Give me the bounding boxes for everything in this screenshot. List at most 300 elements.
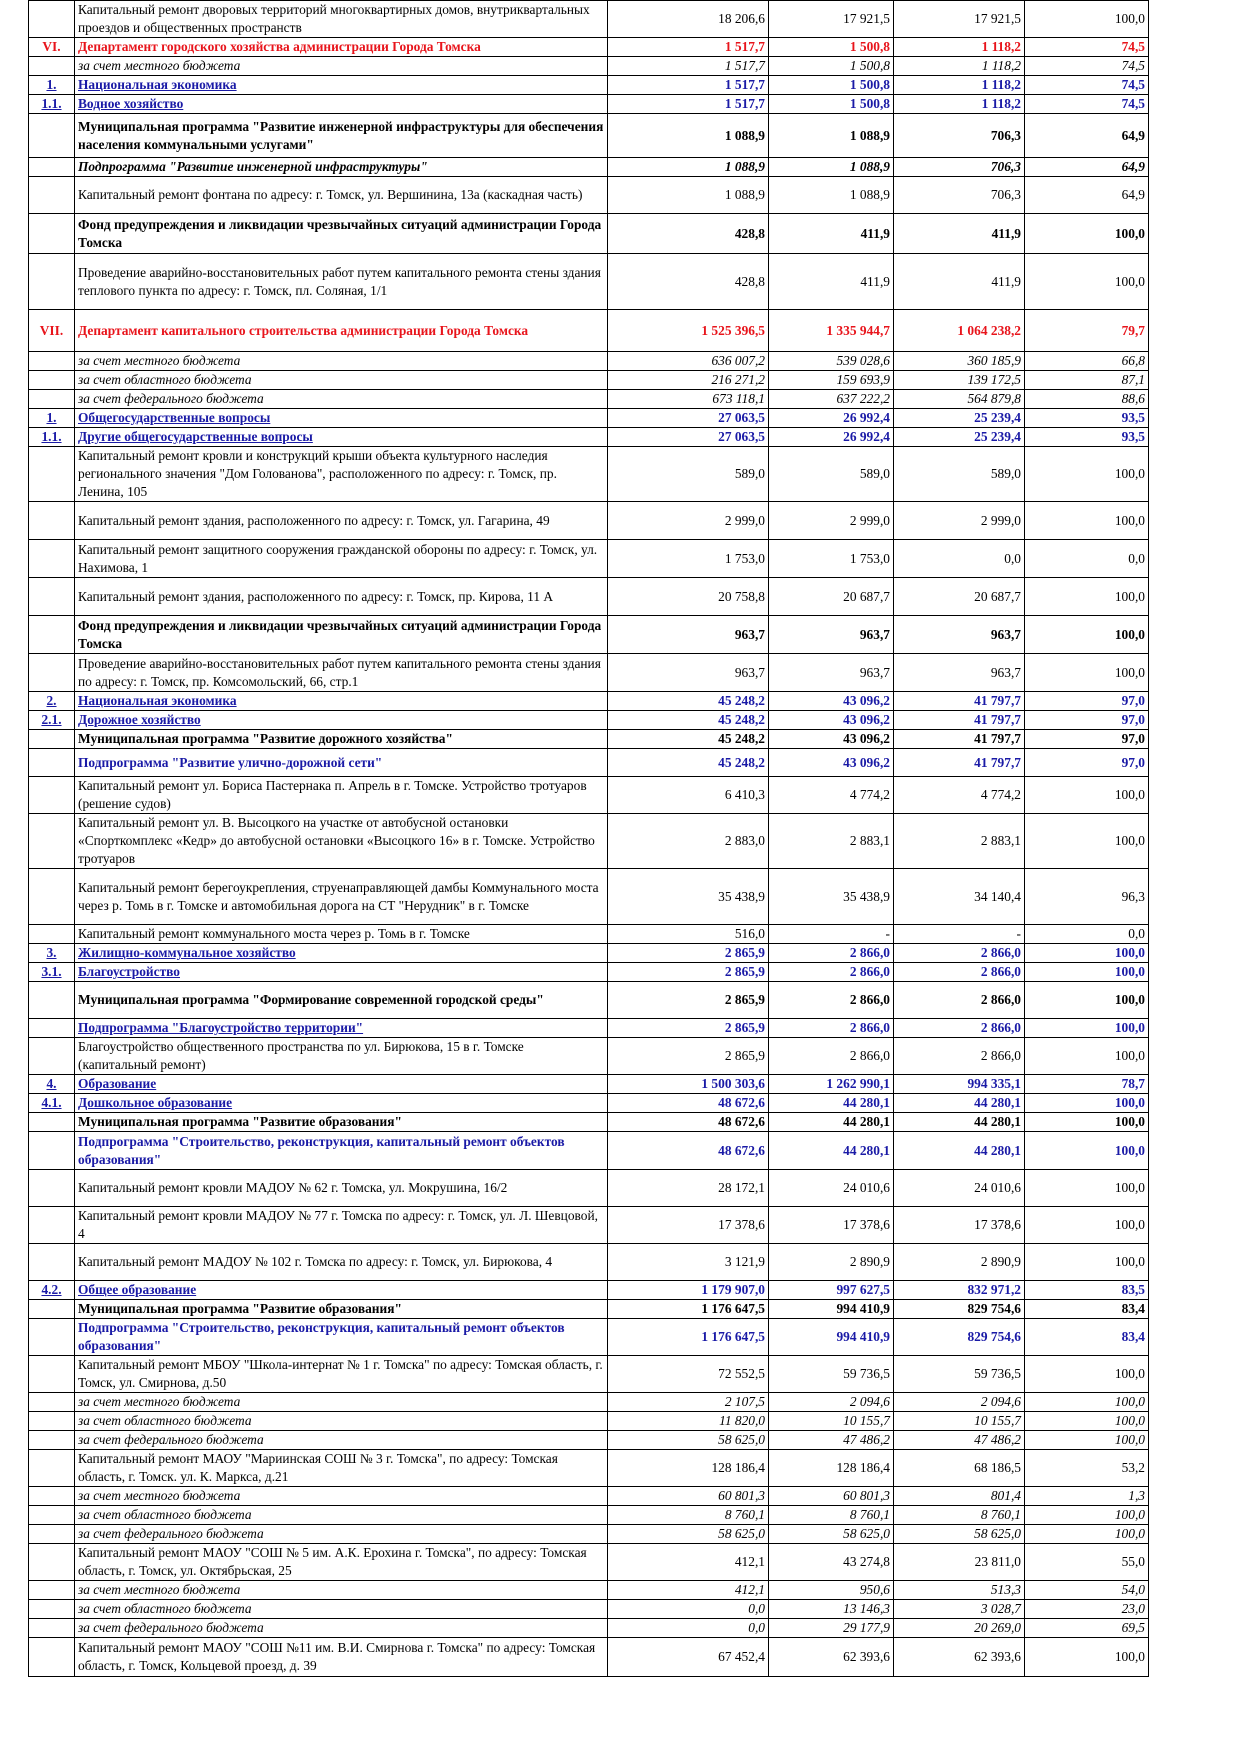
row-name: Другие общегосударственные вопросы — [75, 428, 608, 447]
value-percent: 93,5 — [1025, 409, 1149, 428]
value-planned: 3 121,9 — [608, 1244, 769, 1281]
value-planned: 1 176 647,5 — [608, 1319, 769, 1356]
value-percent: 100,0 — [1025, 1393, 1149, 1412]
value-executed: 829 754,6 — [894, 1300, 1025, 1319]
table-row — [29, 95, 1149, 114]
table-row — [29, 1487, 1149, 1506]
value-executed: 4 774,2 — [894, 777, 1025, 814]
row-name: Капитальный ремонт берегоукрепления, струенаправляющей дамбы Коммунального моста через р. Томь в г. Томске и автомобильная дорога на СТ "Нерудник" в г. Томске — [75, 869, 608, 925]
row-number — [29, 1019, 75, 1038]
table-row — [29, 1075, 1149, 1094]
value-refined: 589,0 — [769, 447, 894, 502]
value-planned: 48 672,6 — [608, 1132, 769, 1170]
value-executed: 2 890,9 — [894, 1244, 1025, 1281]
row-number — [29, 1581, 75, 1600]
value-percent: 83,5 — [1025, 1281, 1149, 1300]
value-percent: 100,0 — [1025, 1113, 1149, 1132]
value-planned: 636 007,2 — [608, 352, 769, 371]
value-percent: 83,4 — [1025, 1300, 1149, 1319]
value-executed: 2 094,6 — [894, 1393, 1025, 1412]
table-row — [29, 1038, 1149, 1075]
value-refined: 1 088,9 — [769, 158, 894, 177]
row-name: Капитальный ремонт кровли МАДОУ № 77 г. Томска по адресу: г. Томск, ул. Л. Шевцовой, 4 — [75, 1207, 608, 1244]
value-percent: 97,0 — [1025, 730, 1149, 749]
value-executed: 706,3 — [894, 177, 1025, 214]
row-number — [29, 1170, 75, 1207]
value-executed: 513,3 — [894, 1581, 1025, 1600]
table-row — [29, 654, 1149, 692]
value-percent: 100,0 — [1025, 814, 1149, 869]
row-name: за счет местного бюджета — [75, 57, 608, 76]
table-row — [29, 38, 1149, 57]
row-name: Капитальный ремонт МАДОУ № 102 г. Томска по адресу: г. Томск, ул. Бирюкова, 4 — [75, 1244, 608, 1281]
value-percent: 100,0 — [1025, 1431, 1149, 1450]
table-row — [29, 57, 1149, 76]
value-planned: 2 883,0 — [608, 814, 769, 869]
row-number: VI. — [29, 38, 75, 57]
value-percent: 53,2 — [1025, 1450, 1149, 1487]
value-percent: 100,0 — [1025, 1132, 1149, 1170]
value-planned: 412,1 — [608, 1581, 769, 1600]
value-percent: 96,3 — [1025, 869, 1149, 925]
value-executed: 411,9 — [894, 214, 1025, 254]
value-refined: 128 186,4 — [769, 1450, 894, 1487]
value-refined: 1 262 990,1 — [769, 1075, 894, 1094]
value-executed: 2 866,0 — [894, 1038, 1025, 1075]
value-planned: 1 525 396,5 — [608, 310, 769, 352]
table-row — [29, 214, 1149, 254]
value-percent: 100,0 — [1025, 1019, 1149, 1038]
row-number — [29, 1300, 75, 1319]
table-row — [29, 1281, 1149, 1300]
table-row — [29, 114, 1149, 158]
table-row — [29, 158, 1149, 177]
value-refined: 24 010,6 — [769, 1170, 894, 1207]
value-percent: 69,5 — [1025, 1619, 1149, 1638]
value-percent: 88,6 — [1025, 390, 1149, 409]
value-executed: 8 760,1 — [894, 1506, 1025, 1525]
value-executed: 3 028,7 — [894, 1600, 1025, 1619]
value-executed: 706,3 — [894, 158, 1025, 177]
row-name: за счет местного бюджета — [75, 1393, 608, 1412]
value-refined: 43 096,2 — [769, 711, 894, 730]
table-row — [29, 730, 1149, 749]
table-row — [29, 540, 1149, 578]
row-number — [29, 1038, 75, 1075]
value-percent: 100,0 — [1025, 654, 1149, 692]
value-planned: 60 801,3 — [608, 1487, 769, 1506]
row-name: Муниципальная программа "Развитие образования" — [75, 1113, 608, 1132]
row-number — [29, 654, 75, 692]
row-number — [29, 254, 75, 310]
value-executed: 44 280,1 — [894, 1113, 1025, 1132]
table-row — [29, 177, 1149, 214]
value-percent: 0,0 — [1025, 540, 1149, 578]
value-executed: 801,4 — [894, 1487, 1025, 1506]
table-row — [29, 578, 1149, 616]
budget-table — [28, 0, 1149, 1677]
value-executed: 994 335,1 — [894, 1075, 1025, 1094]
value-planned: 1 517,7 — [608, 76, 769, 95]
value-refined: 43 274,8 — [769, 1544, 894, 1581]
value-percent: 23,0 — [1025, 1600, 1149, 1619]
row-name: Капитальный ремонт коммунального моста через р. Томь в г. Томске — [75, 925, 608, 944]
table-row — [29, 963, 1149, 982]
value-planned: 1 517,7 — [608, 57, 769, 76]
row-number — [29, 749, 75, 777]
row-number — [29, 1506, 75, 1525]
value-executed: 829 754,6 — [894, 1319, 1025, 1356]
value-refined: 17 921,5 — [769, 1, 894, 38]
value-refined: 411,9 — [769, 254, 894, 310]
row-name: Капитальный ремонт дворовых территорий многоквартирных домов, внутриквартальных проездов и общественных пространств — [75, 1, 608, 38]
value-planned: 2 865,9 — [608, 1019, 769, 1038]
row-number: 2.1. — [29, 711, 75, 730]
table-row — [29, 352, 1149, 371]
row-name: за счет местного бюджета — [75, 1487, 608, 1506]
table-row — [29, 76, 1149, 95]
row-number — [29, 1113, 75, 1132]
value-percent: 100,0 — [1025, 1356, 1149, 1393]
table-row — [29, 1170, 1149, 1207]
table-row — [29, 1393, 1149, 1412]
value-refined: 2 094,6 — [769, 1393, 894, 1412]
value-percent: 100,0 — [1025, 982, 1149, 1019]
row-number — [29, 158, 75, 177]
value-executed: 411,9 — [894, 254, 1025, 310]
row-name: Капитальный ремонт защитного сооружения гражданской обороны по адресу: г. Томск, ул. Нахимова, 1 — [75, 540, 608, 578]
row-name: Департамент капитального строительства администрации Города Томска — [75, 310, 608, 352]
row-number: 3. — [29, 944, 75, 963]
value-percent: 100,0 — [1025, 777, 1149, 814]
row-number: 1. — [29, 76, 75, 95]
value-executed: 23 811,0 — [894, 1544, 1025, 1581]
value-executed: 963,7 — [894, 654, 1025, 692]
value-planned: 6 410,3 — [608, 777, 769, 814]
row-number: 4. — [29, 1075, 75, 1094]
value-executed: 20 269,0 — [894, 1619, 1025, 1638]
value-executed: 1 064 238,2 — [894, 310, 1025, 352]
value-percent: 100,0 — [1025, 1, 1149, 38]
row-name: Муниципальная программа "Развитие инженерной инфраструктуры для обеспечения населения коммунальными услугами" — [75, 114, 608, 158]
value-percent: 100,0 — [1025, 963, 1149, 982]
value-percent: 100,0 — [1025, 1094, 1149, 1113]
value-executed: 0,0 — [894, 540, 1025, 578]
row-name: за счет местного бюджета — [75, 1581, 608, 1600]
value-refined: 44 280,1 — [769, 1132, 894, 1170]
value-percent: 87,1 — [1025, 371, 1149, 390]
row-name: за счет областного бюджета — [75, 371, 608, 390]
value-planned: 1 517,7 — [608, 38, 769, 57]
value-planned: 27 063,5 — [608, 428, 769, 447]
row-name: Департамент городского хозяйства администрации Города Томска — [75, 38, 608, 57]
value-refined: 43 096,2 — [769, 749, 894, 777]
value-refined: 47 486,2 — [769, 1431, 894, 1450]
value-refined: 10 155,7 — [769, 1412, 894, 1431]
value-refined: 994 410,9 — [769, 1319, 894, 1356]
row-name: Национальная экономика — [75, 692, 608, 711]
row-number — [29, 777, 75, 814]
value-percent: 97,0 — [1025, 749, 1149, 777]
table-row — [29, 1, 1149, 38]
value-refined: 2 866,0 — [769, 963, 894, 982]
value-planned: 67 452,4 — [608, 1638, 769, 1677]
value-percent: 83,4 — [1025, 1319, 1149, 1356]
value-executed: - — [894, 925, 1025, 944]
value-refined: 1 500,8 — [769, 57, 894, 76]
table-row — [29, 925, 1149, 944]
row-name: Муниципальная программа "Развитие образования" — [75, 1300, 608, 1319]
value-percent: 100,0 — [1025, 1038, 1149, 1075]
row-number — [29, 447, 75, 502]
table-row — [29, 692, 1149, 711]
value-percent: 100,0 — [1025, 1207, 1149, 1244]
value-percent: 93,5 — [1025, 428, 1149, 447]
value-refined: 2 866,0 — [769, 944, 894, 963]
value-planned: 58 625,0 — [608, 1525, 769, 1544]
row-name: Проведение аварийно-восстановительных работ путем капитального ремонта стены здания теплового пункта по адресу: г. Томск, пл. Соляная, 1/1 — [75, 254, 608, 310]
value-executed: 59 736,5 — [894, 1356, 1025, 1393]
table-row — [29, 428, 1149, 447]
row-name: Подпрограмма "Развитие улично-дорожной сети" — [75, 749, 608, 777]
row-name: Муниципальная программа "Развитие дорожного хозяйства" — [75, 730, 608, 749]
row-number: 4.1. — [29, 1094, 75, 1113]
value-planned: 1 517,7 — [608, 95, 769, 114]
table-row — [29, 749, 1149, 777]
value-planned: 28 172,1 — [608, 1170, 769, 1207]
row-name: Общегосударственные вопросы — [75, 409, 608, 428]
value-refined: 950,6 — [769, 1581, 894, 1600]
table-row — [29, 1638, 1149, 1677]
table-row — [29, 310, 1149, 352]
value-planned: 2 865,9 — [608, 982, 769, 1019]
row-number — [29, 1412, 75, 1431]
row-number — [29, 177, 75, 214]
table-row — [29, 616, 1149, 654]
value-percent: 100,0 — [1025, 578, 1149, 616]
row-name: Подпрограмма "Строительство, реконструкция, капитальный ремонт объектов образования" — [75, 1319, 608, 1356]
table-row — [29, 1113, 1149, 1132]
value-executed: 2 883,1 — [894, 814, 1025, 869]
value-refined: 20 687,7 — [769, 578, 894, 616]
value-executed: 20 687,7 — [894, 578, 1025, 616]
value-refined: 13 146,3 — [769, 1600, 894, 1619]
table-row — [29, 777, 1149, 814]
value-refined: 26 992,4 — [769, 409, 894, 428]
value-percent: 100,0 — [1025, 1525, 1149, 1544]
value-planned: 27 063,5 — [608, 409, 769, 428]
value-percent: 78,7 — [1025, 1075, 1149, 1094]
value-refined: 58 625,0 — [769, 1525, 894, 1544]
table-row — [29, 1244, 1149, 1281]
value-planned: 48 672,6 — [608, 1113, 769, 1132]
value-executed: 832 971,2 — [894, 1281, 1025, 1300]
value-percent: 64,9 — [1025, 158, 1149, 177]
value-refined: 29 177,9 — [769, 1619, 894, 1638]
value-percent: 97,0 — [1025, 692, 1149, 711]
value-percent: 66,8 — [1025, 352, 1149, 371]
row-number — [29, 57, 75, 76]
row-number — [29, 390, 75, 409]
value-executed: 2 866,0 — [894, 944, 1025, 963]
row-name: Капитальный ремонт здания, расположенного по адресу: г. Томск, ул. Гагарина, 49 — [75, 502, 608, 540]
value-refined: 1 500,8 — [769, 38, 894, 57]
value-refined: 2 883,1 — [769, 814, 894, 869]
value-percent: 74,5 — [1025, 76, 1149, 95]
table-row — [29, 371, 1149, 390]
row-name: Капитальный ремонт кровли МАДОУ № 62 г. Томска, ул. Мокрушина, 16/2 — [75, 1170, 608, 1207]
row-number — [29, 502, 75, 540]
value-executed: 44 280,1 — [894, 1094, 1025, 1113]
value-percent: 100,0 — [1025, 944, 1149, 963]
row-number — [29, 1319, 75, 1356]
value-refined: 411,9 — [769, 214, 894, 254]
value-executed: 10 155,7 — [894, 1412, 1025, 1431]
value-executed: 1 118,2 — [894, 76, 1025, 95]
value-executed: 17 921,5 — [894, 1, 1025, 38]
value-planned: 45 248,2 — [608, 711, 769, 730]
row-number — [29, 1244, 75, 1281]
row-number: 2. — [29, 692, 75, 711]
row-number: 1.1. — [29, 95, 75, 114]
value-executed: 41 797,7 — [894, 692, 1025, 711]
row-name: за счет федерального бюджета — [75, 1525, 608, 1544]
row-number — [29, 1450, 75, 1487]
value-percent: 64,9 — [1025, 177, 1149, 214]
row-number — [29, 1525, 75, 1544]
value-refined: 1 335 944,7 — [769, 310, 894, 352]
row-name: Жилищно-коммунальное хозяйство — [75, 944, 608, 963]
row-name: за счет местного бюджета — [75, 352, 608, 371]
value-executed: 360 185,9 — [894, 352, 1025, 371]
value-percent: 1,3 — [1025, 1487, 1149, 1506]
table-row — [29, 1132, 1149, 1170]
table-row — [29, 447, 1149, 502]
value-planned: 589,0 — [608, 447, 769, 502]
row-name: Капитальный ремонт здания, расположенного по адресу: г. Томск, пр. Кирова, 11 А — [75, 578, 608, 616]
table-row — [29, 1544, 1149, 1581]
row-number — [29, 1638, 75, 1677]
table-row — [29, 944, 1149, 963]
value-executed: 2 866,0 — [894, 963, 1025, 982]
row-number: VII. — [29, 310, 75, 352]
table-row — [29, 814, 1149, 869]
row-name: Дорожное хозяйство — [75, 711, 608, 730]
value-planned: 45 248,2 — [608, 692, 769, 711]
row-name: Капитальный ремонт МАОУ "Мариинская СОШ № 3 г. Томска", по адресу: Томская область, г. Томск. ул. К. Маркса, д.21 — [75, 1450, 608, 1487]
value-planned: 128 186,4 — [608, 1450, 769, 1487]
value-percent: 100,0 — [1025, 1412, 1149, 1431]
value-refined: 44 280,1 — [769, 1113, 894, 1132]
value-refined: 43 096,2 — [769, 730, 894, 749]
row-number — [29, 578, 75, 616]
value-executed: 1 118,2 — [894, 57, 1025, 76]
value-planned: 45 248,2 — [608, 730, 769, 749]
value-executed: 44 280,1 — [894, 1132, 1025, 1170]
value-planned: 1 753,0 — [608, 540, 769, 578]
row-name: за счет областного бюджета — [75, 1506, 608, 1525]
value-executed: 62 393,6 — [894, 1638, 1025, 1677]
value-refined: 60 801,3 — [769, 1487, 894, 1506]
value-percent: 64,9 — [1025, 114, 1149, 158]
row-name: Образование — [75, 1075, 608, 1094]
value-planned: 0,0 — [608, 1600, 769, 1619]
value-planned: 1 179 907,0 — [608, 1281, 769, 1300]
value-executed: 25 239,4 — [894, 428, 1025, 447]
table-row — [29, 869, 1149, 925]
value-percent: 100,0 — [1025, 447, 1149, 502]
row-number — [29, 1487, 75, 1506]
value-refined: 1 500,8 — [769, 76, 894, 95]
row-number — [29, 540, 75, 578]
value-refined: 1 088,9 — [769, 114, 894, 158]
value-planned: 516,0 — [608, 925, 769, 944]
value-planned: 963,7 — [608, 616, 769, 654]
value-refined: 2 890,9 — [769, 1244, 894, 1281]
value-refined: 17 378,6 — [769, 1207, 894, 1244]
value-planned: 58 625,0 — [608, 1431, 769, 1450]
value-percent: 100,0 — [1025, 254, 1149, 310]
value-refined: 43 096,2 — [769, 692, 894, 711]
table-row — [29, 1412, 1149, 1431]
value-planned: 412,1 — [608, 1544, 769, 1581]
value-executed: 47 486,2 — [894, 1431, 1025, 1450]
row-number: 3.1. — [29, 963, 75, 982]
row-name: за счет федерального бюджета — [75, 1431, 608, 1450]
value-executed: 2 866,0 — [894, 982, 1025, 1019]
row-number — [29, 114, 75, 158]
table-row — [29, 1431, 1149, 1450]
value-executed: 2 999,0 — [894, 502, 1025, 540]
row-name: Дошкольное образование — [75, 1094, 608, 1113]
table-row — [29, 1525, 1149, 1544]
row-number: 4.2. — [29, 1281, 75, 1300]
table-row — [29, 1506, 1149, 1525]
row-number — [29, 352, 75, 371]
value-refined: 59 736,5 — [769, 1356, 894, 1393]
value-planned: 1 088,9 — [608, 158, 769, 177]
row-name: Благоустройство общественного пространства по ул. Бирюкова, 15 в г. Томске (капитальный ремонт) — [75, 1038, 608, 1075]
row-name: Капитальный ремонт фонтана по адресу: г. Томск, ул. Вершинина, 13а (каскадная часть) — [75, 177, 608, 214]
table-row — [29, 711, 1149, 730]
row-name: Проведение аварийно-восстановительных работ путем капитального ремонта стены здания по адресу: г. Томск, пр. Комсомольский, 66, стр.1 — [75, 654, 608, 692]
value-planned: 0,0 — [608, 1619, 769, 1638]
value-percent: 100,0 — [1025, 616, 1149, 654]
value-percent: 79,7 — [1025, 310, 1149, 352]
table-row — [29, 1207, 1149, 1244]
row-name: Подпрограмма "Развитие инженерной инфраструктуры" — [75, 158, 608, 177]
value-planned: 18 206,6 — [608, 1, 769, 38]
value-planned: 216 271,2 — [608, 371, 769, 390]
value-planned: 20 758,8 — [608, 578, 769, 616]
value-percent: 100,0 — [1025, 1170, 1149, 1207]
value-planned: 2 107,5 — [608, 1393, 769, 1412]
value-refined: - — [769, 925, 894, 944]
row-name: за счет областного бюджета — [75, 1412, 608, 1431]
value-executed: 68 186,5 — [894, 1450, 1025, 1487]
value-executed: 2 866,0 — [894, 1019, 1025, 1038]
row-number — [29, 214, 75, 254]
table-row — [29, 390, 1149, 409]
value-percent: 74,5 — [1025, 38, 1149, 57]
value-planned: 673 118,1 — [608, 390, 769, 409]
row-name: Капитальный ремонт МБОУ "Школа-интернат № 1 г. Томска" по адресу: Томская область, г. Томск, ул. Смирнова, д.50 — [75, 1356, 608, 1393]
value-refined: 2 866,0 — [769, 1019, 894, 1038]
value-planned: 17 378,6 — [608, 1207, 769, 1244]
value-refined: 62 393,6 — [769, 1638, 894, 1677]
value-refined: 2 866,0 — [769, 982, 894, 1019]
value-planned: 48 672,6 — [608, 1094, 769, 1113]
